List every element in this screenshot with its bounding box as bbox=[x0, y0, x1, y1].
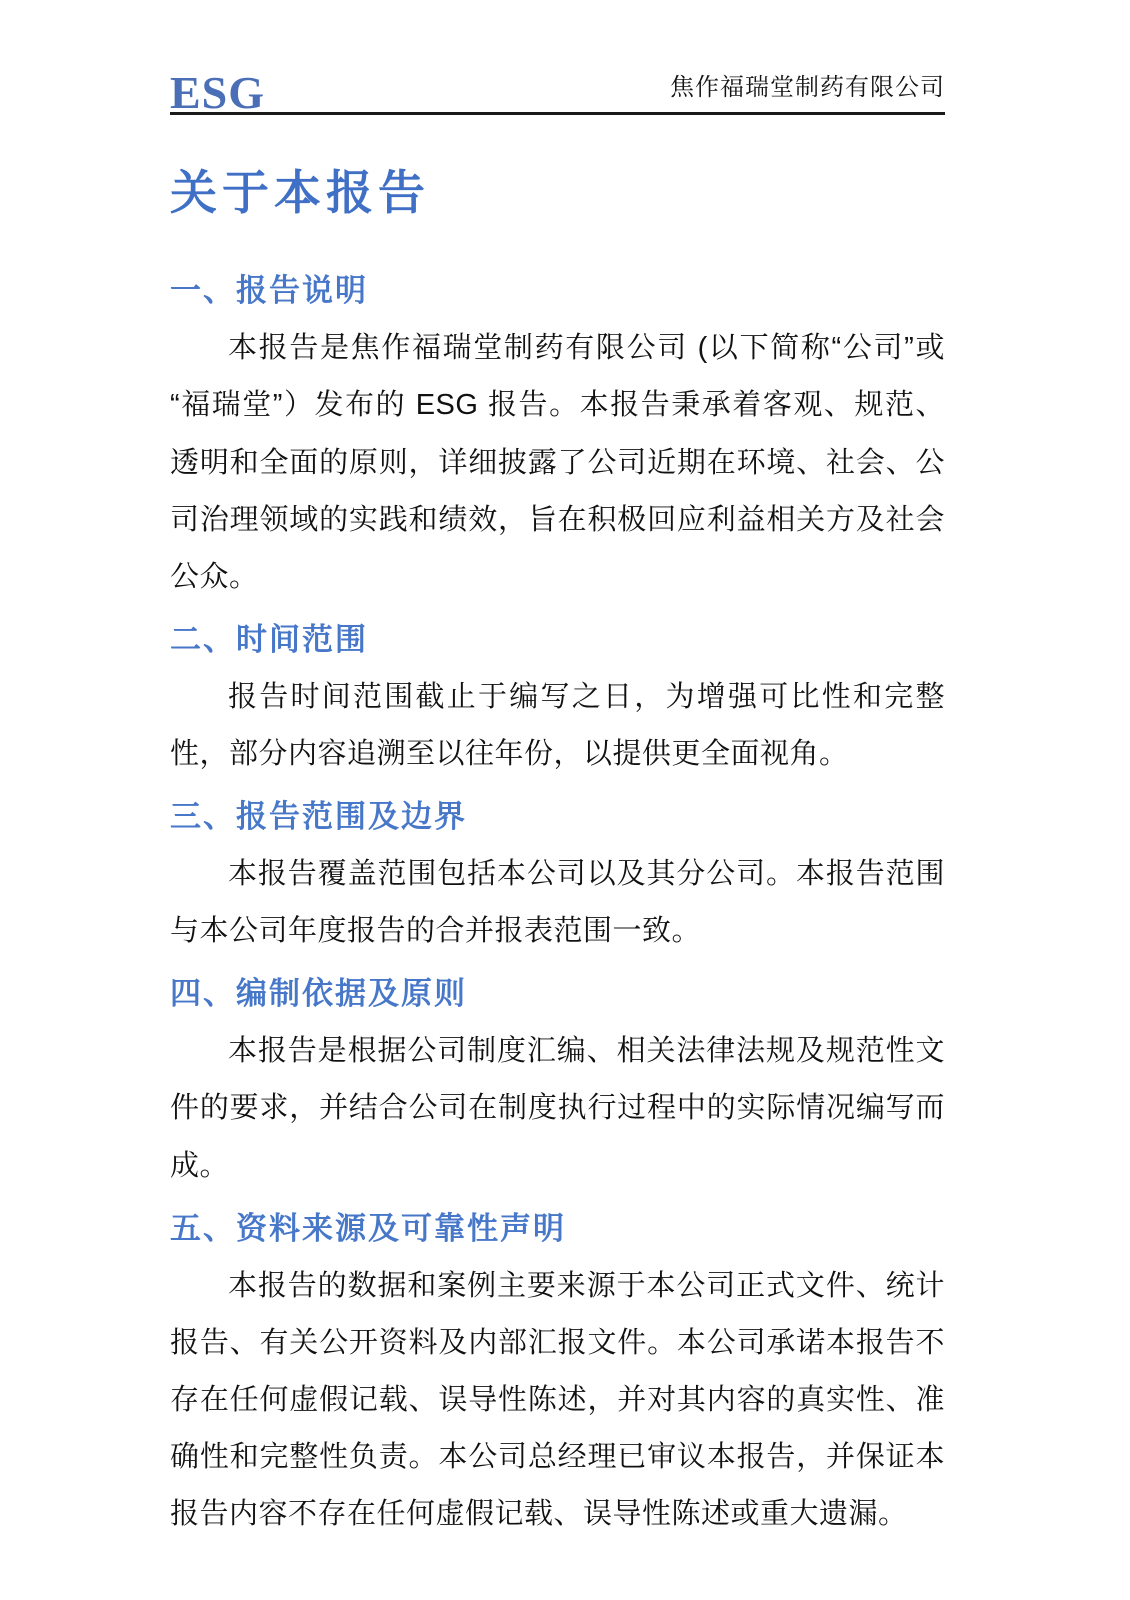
section-report-description bbox=[170, 269, 945, 606]
section-body: 本报告是根据公司制度汇编、相关法律法规及规范性文件的要求，并结合公司在制度执行过程中的实际情况编写而成。 bbox=[170, 1035, 945, 1182]
section-heading: 一、报告说明 bbox=[170, 273, 368, 309]
sections-container bbox=[170, 269, 945, 1543]
section-body: 本报告覆盖范围包括本公司以及其分公司。本报告范围与本公司年度报告的合并报表范围一致。 bbox=[170, 858, 945, 948]
section-body: 本报告是焦作福瑞堂制药有限公司 (以下简称“公司”或 “福瑞堂”）发布的 ESG 报告。本报告秉承着客观、规范、透明和全面的原则，详细披露了公司近期在环境、社会、公司治理领域的实践和绩效，旨在积极回应利益相关方及社会公众。 bbox=[170, 332, 945, 593]
page-header bbox=[170, 0, 945, 118]
company-name: 焦作福瑞堂制药有限公司 bbox=[670, 75, 945, 101]
section-heading: 五、资料来源及可靠性声明 bbox=[170, 1210, 566, 1246]
section-report-boundary bbox=[170, 795, 945, 960]
section-time-scope bbox=[170, 618, 945, 783]
section-heading: 四、编制依据及原则 bbox=[170, 976, 467, 1012]
page-content bbox=[170, 0, 945, 1543]
section-heading: 三、报告范围及边界 bbox=[170, 799, 467, 835]
section-body: 本报告的数据和案例主要来源于本公司正式文件、统计报告、有关公开资料及内部汇报文件。本公司承诺本报告不存在任何虚假记载、误导性陈述，并对其内容的真实性、准确性和完整性负责。本公司总经理已审议本报告，并保证本报告内容不存在任何虚假记载、误导性陈述或重大遗漏。 bbox=[170, 1269, 945, 1531]
esg-logo: ESG bbox=[170, 67, 266, 118]
section-body: 报告时间范围截止于编写之日，为增强可比性和完整性，部分内容追溯至以往年份，以提供更全面视角。 bbox=[170, 680, 945, 771]
section-data-source-reliability bbox=[170, 1207, 945, 1544]
section-compilation-basis bbox=[170, 972, 945, 1194]
section-heading: 二、时间范围 bbox=[170, 621, 368, 657]
page-title: 关于本报告 bbox=[170, 166, 430, 219]
